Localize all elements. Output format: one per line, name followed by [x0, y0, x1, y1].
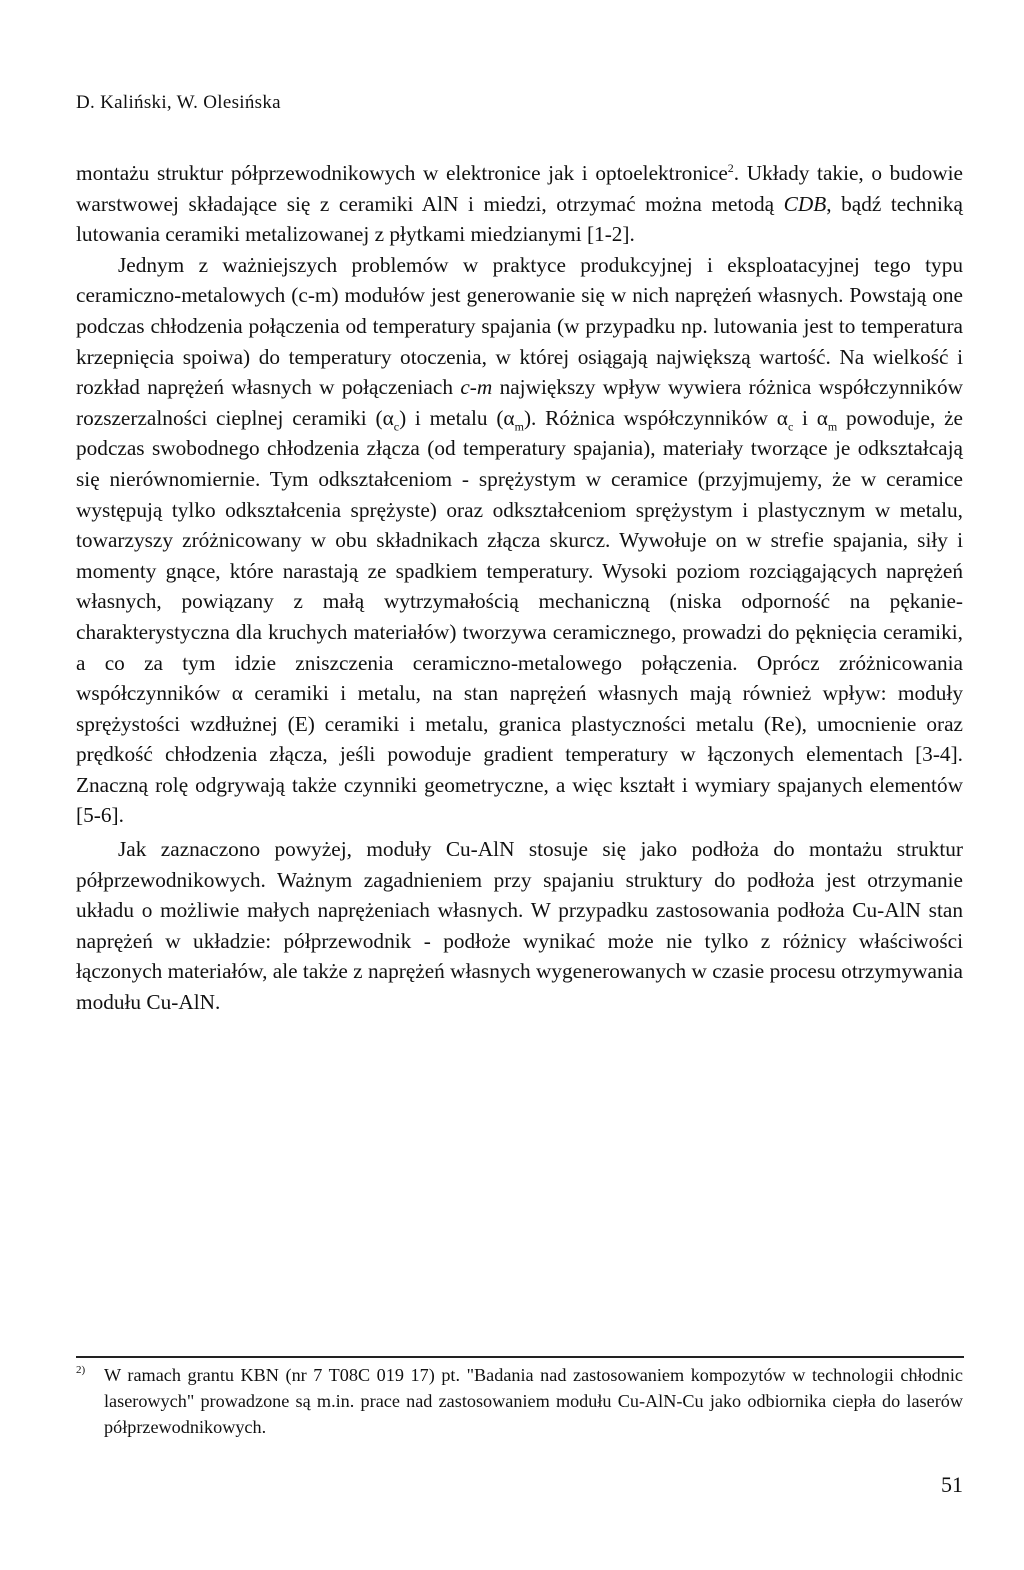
subscript-m: m	[514, 419, 524, 433]
subscript-c: c	[393, 419, 400, 433]
paragraph-2	[76, 250, 963, 831]
text-run: montażu struktur półprzewodnikowych w elektronice jak i optoelektronice	[76, 161, 728, 185]
footnote	[76, 1362, 963, 1440]
footnote-divider	[76, 1356, 964, 1358]
text-run: ). Różnica współczynników	[523, 405, 777, 430]
alpha-symbol: α	[382, 405, 394, 430]
footnote-mark: 2)	[76, 1364, 86, 1376]
text-run: Jednym z ważniejszych problemów w praktyce produkcyjnej i eksploatacyjnej tego typu ceramiczno-metalowych (c-m) modułów jest generowanie się w nich naprężeń własnych. Powstają one podczas chłodzenia połączenia od temperatury spajania (w przypadku np. lutowania jest to temperatura krzepnięcia spoiwa) do temperatury otoczenia, w której osiągają największą wartość. Na wielkość i rozkład naprężeń własnych w połączeniach	[76, 252, 963, 400]
footnote-ref: 2	[727, 160, 734, 175]
italic-term: c-m	[460, 375, 493, 400]
text-run: ceramiki i metalu, na stan naprężeń własnych mają również wpływ: moduły sprężystości wzdłużnej (E) ceramiki i metalu, granica plastyczności metalu (Re), umocnienie oraz prędkość chłodzenia złącza, jeśli powoduje gradient temperatury w łączonych elementach [3-4]. Znaczną rolę odgrywają także czynniki geometryczne, a więc kształt i wymiary spajanych elementów [5-6].	[76, 681, 963, 828]
alpha-symbol: α	[231, 681, 243, 706]
running-header: D. Kaliński, W. Olesińska	[76, 92, 281, 113]
alpha-symbol: α	[776, 405, 788, 430]
text-run: . Układy takie, o budowie warstwowej składające się z ceramiki AlN i miedzi, otrzymać można metodą	[76, 161, 963, 216]
paragraph-1	[76, 158, 963, 250]
text-run: największy wpływ wywiera różnica współczynników rozszerzalności cieplnej ceramiki (	[76, 375, 963, 430]
paragraph-3: Jak zaznaczono powyżej, moduły Cu-AlN stosuje się jako podłoża do montażu struktur półprzewodnikowych. Ważnym zagadnieniem przy spajaniu struktury do podłoża jest otrzymanie układu o możliwie małych naprężeniach własnych. W przypadku zastosowania podłoża Cu-AlN stan naprężeń w układzie: półprzewodnik - podłoże wynikać może nie tylko z różnicy właściwości łączonych materiałów, ale także z naprężeń własnych wygenerowanych w czasie procesu otrzymywania modułu Cu-AlN.	[76, 837, 963, 1015]
alpha-symbol: α	[816, 405, 828, 430]
subscript-c: c	[787, 419, 794, 433]
text-run: powoduje, że podczas swobodnego chłodzenia złącza (od temperatury spajania), materiały tworzące je odkształcają się nierównomiernie. Tym odkształceniom - sprężystym w ceramice (przyjmujemy, że w ceramice występują tylko odkształcenia sprężyste) oraz odkształceniom sprężystym i plastycznym w metalu, towarzyszy zróżnicowany w obu składnikach złącza skurcz. Wywołuje on w strefie spajania, siły i momenty gnące, które narastają ze spadkiem temperatury. Wysoki poziom rozciągających naprężeń własnych, powiązany z małą wytrzymałością mechaniczną (niska odporność na pękanie- charakterystyczna dla kruchych materiałów) tworzywa ceramicznego, prowadzi do pęknięcia ceramiki, a co za tym idzie zniszczenia ceramiczno-metalowego połączenia. Oprócz zróżnicowania współczynników	[76, 405, 963, 706]
alpha-symbol: α	[503, 405, 515, 430]
main-text	[76, 158, 963, 1018]
page-number: 51	[941, 1472, 963, 1497]
text-run: , bądź techniką lutowania ceramiki metalizowanej z płytkami miedzianymi [1-2].	[76, 191, 963, 247]
text-run: ) i metalu (	[399, 405, 504, 430]
text-run: i	[793, 405, 817, 430]
footnote-text: W ramach grantu KBN (nr 7 T08C 019 17) pt. "Badania nad zastosowaniem kompozytów w technologii chłodnic laserowych" prowadzone są m.in. prace nad zastosowaniem modułu Cu-AlN-Cu jako odbiornika ciepła do laserów półprzewodnikowych.	[104, 1365, 963, 1437]
subscript-m: m	[827, 419, 838, 433]
italic-term: CDB	[783, 191, 827, 216]
